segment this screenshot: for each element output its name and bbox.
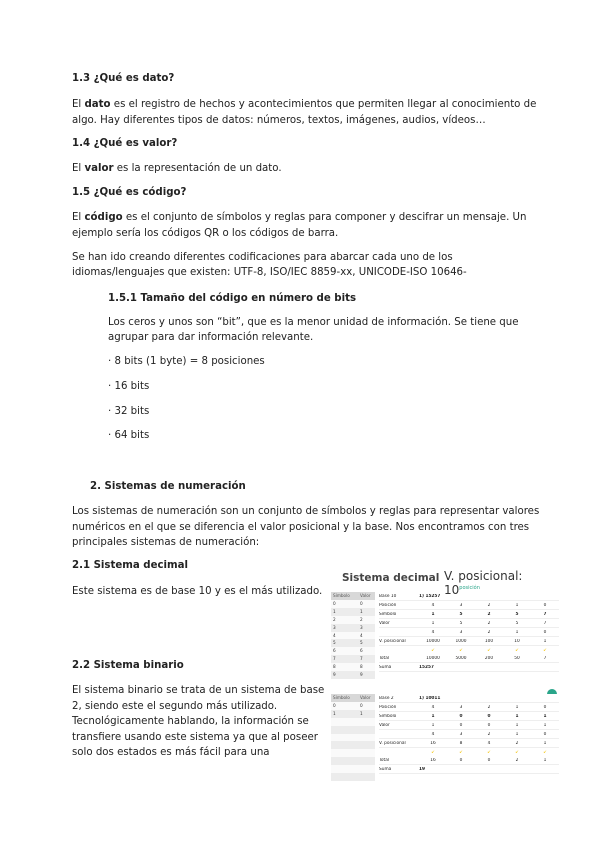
cell: 0: [459, 757, 463, 763]
paragraph-sistemas-line1: Los sistemas de numeración son un conjunto de símbolos y reglas para representar valores: [72, 506, 540, 517]
cell: 16: [430, 740, 436, 746]
term-dato: dato: [84, 99, 111, 110]
col-header: Valor: [360, 695, 371, 700]
cell: 0: [360, 600, 363, 606]
figure-superscript: posición: [459, 585, 480, 591]
paragraph-sistemas-line3: principales sistemas de numeración:: [72, 537, 260, 548]
cell: 4: [333, 632, 336, 638]
empty-row: [331, 765, 375, 773]
cell: 3: [459, 731, 463, 737]
heading-2: 2. Sistemas de numeración: [90, 481, 246, 492]
row-label: Posición: [379, 704, 397, 710]
cell: 3: [459, 602, 463, 608]
cell: 0: [543, 704, 547, 710]
cell: 7: [543, 655, 547, 661]
cell: 0: [543, 602, 547, 608]
row-label: Total: [379, 655, 390, 661]
cell: 4: [487, 740, 491, 746]
cell: 0: [543, 629, 547, 635]
cell: 1: [515, 713, 519, 719]
grid-number: 1) 10011: [419, 695, 441, 701]
tick-row: ↙ ↙ ↙ ↙ ↙: [431, 647, 547, 653]
cell: 3: [360, 624, 363, 630]
figure-title: Sistema decimal: [342, 572, 440, 584]
cell: 10000: [426, 655, 440, 661]
paragraph-codigo-line1: El código es el conjunto de símbolos y reglas para componer y descifrar un mensaje. Un: [72, 212, 527, 223]
cell: 0: [487, 757, 491, 763]
cell: 2: [515, 757, 519, 763]
cell: 1: [543, 713, 547, 719]
cell: 9: [360, 672, 363, 678]
paragraph-sistemas-line2: numéricos en el que se diferencia el valor posicional y la base. Nos encontramos con tres: [72, 522, 530, 533]
cell: 1: [431, 722, 435, 728]
row-label: Valor: [379, 620, 390, 626]
binary-symbol-table: [331, 694, 375, 781]
cell: 1: [431, 620, 435, 626]
row-label: Valor: [379, 722, 390, 728]
cell: 5: [333, 640, 336, 646]
cell: 4: [431, 602, 435, 608]
cell: 2: [515, 740, 519, 746]
cell: 1: [543, 740, 547, 746]
figure-subtitle: V. posicional: $10^{posición}$: [444, 569, 523, 597]
cell: 7: [543, 620, 547, 626]
paragraph-binario-line: Tecnológicamente hablando, la información se: [72, 716, 309, 727]
cell: 1: [431, 611, 435, 617]
cell: 0: [333, 600, 336, 606]
cell: 5: [515, 611, 519, 617]
empty-row: [331, 734, 375, 742]
col-header: Símbolo: [333, 593, 350, 598]
row-label: Símbolo: [379, 713, 397, 719]
heading-1-3: 1.3 ¿Qué es dato?: [72, 73, 175, 84]
sum-value: 19: [419, 766, 425, 772]
cell: 7: [543, 611, 547, 617]
cell: 1000: [455, 638, 467, 644]
empty-row: [331, 726, 375, 734]
paragraph-binario-line: solo dos estados es más fácil para una: [72, 747, 270, 758]
empty-row: [331, 757, 375, 765]
cell: 200: [484, 655, 494, 661]
cell: 1: [515, 602, 519, 608]
cell: 6: [360, 648, 363, 654]
cell: 5: [459, 620, 463, 626]
col-header: Símbolo: [333, 695, 350, 700]
row-label: Suma: [379, 664, 392, 670]
decimal-symbol-table: [331, 592, 375, 679]
cell: 4: [360, 632, 363, 638]
paragraph-bits-line2: agrupar para dar información relevante.: [108, 332, 314, 343]
cell: 1: [431, 713, 435, 719]
cell: 6: [333, 648, 336, 654]
cell: 0: [459, 713, 463, 719]
row-label: V. posicional: [379, 740, 406, 746]
cell: 5: [459, 611, 463, 617]
term-codigo: código: [84, 212, 123, 223]
cell: 1: [543, 722, 547, 728]
cell: 1: [360, 608, 363, 614]
cell: 4: [431, 731, 435, 737]
paragraph-decimal: Este sistema es de base 10 y es el más utilizado.: [72, 586, 323, 597]
empty-row: [331, 741, 375, 749]
cell: 2: [487, 629, 491, 635]
cell: 100: [484, 638, 494, 644]
cell: 50: [514, 655, 520, 661]
cell: 2: [487, 731, 491, 737]
empty-row: [331, 749, 375, 757]
cell: 16: [430, 757, 436, 763]
heading-2-2: 2.2 Sistema binario: [72, 660, 184, 671]
cell: 2: [487, 704, 491, 710]
cell: 0: [360, 702, 363, 708]
paragraph-binario-line: transfiere usando este sistema ya que al poseer: [72, 732, 318, 743]
paragraph-codificaciones-line1: Se han ido creando diferentes codificaciones para abarcar cada uno de los: [72, 252, 453, 263]
row-label: Total: [379, 757, 390, 763]
cell: 1: [515, 731, 519, 737]
paragraph-valor: El valor es la representación de un dato.: [72, 163, 282, 174]
row-label: Suma: [379, 766, 392, 772]
heading-1-5-1: 1.5.1 Tamaño del código en número de bits: [108, 293, 357, 304]
cell: 0: [543, 731, 547, 737]
row-label: V. posicional: [379, 638, 406, 644]
cell: 1: [515, 722, 519, 728]
cell: 5000: [455, 655, 467, 661]
cell: 9: [333, 672, 336, 678]
paragraph-codificaciones-line2: idiomas/lenguajes que existen: UTF-8, ISO/IEC 8859-xx, UNICODE-ISO 10646-: [72, 267, 467, 278]
cell: 2: [487, 602, 491, 608]
cell: 3: [459, 704, 463, 710]
term-valor: valor: [84, 163, 114, 174]
paragraph-dato-line2: algo. Hay diferentes tipos de datos: números, textos, imágenes, audios, vídeos…: [72, 115, 486, 126]
cell: 2: [360, 616, 363, 622]
cell: 10000: [426, 638, 440, 644]
cell: 5: [515, 620, 519, 626]
cell: 10: [514, 638, 520, 644]
cell: 1: [333, 710, 336, 716]
grid-label: Base 10: [379, 593, 397, 599]
cell: 5: [360, 640, 363, 646]
paragraph-dato-line1: El dato es el registro de hechos y acontecimientos que permiten llegar al conocimiento de: [72, 99, 537, 110]
cell: 8: [360, 664, 363, 670]
bullet-item: · 16 bits: [108, 381, 150, 392]
sum-value: 15257: [419, 664, 434, 670]
heading-1-5: 1.5 ¿Qué es código?: [72, 187, 187, 198]
cell: 4: [431, 704, 435, 710]
cell: 1: [515, 629, 519, 635]
grid-number: 1) 15257: [419, 593, 441, 599]
cell: 8: [333, 664, 336, 670]
cell: 3: [459, 629, 463, 635]
decimal-position-grid: [379, 592, 559, 672]
cell: 0: [487, 722, 491, 728]
numbering-systems-figure: [331, 566, 560, 794]
paragraph-bits-line1: Los ceros y unos son “bit”, que es la menor unidad de información. Se tiene que: [108, 317, 519, 328]
paragraph-binario-line: 2, siendo este el segundo más utilizado.: [72, 701, 278, 712]
empty-row: [331, 718, 375, 726]
cell: 2: [487, 611, 491, 617]
cell: 1: [543, 757, 547, 763]
binary-position-grid: [379, 694, 559, 774]
cell: 4: [431, 629, 435, 635]
grid-label: Base 2: [379, 695, 394, 701]
bullet-item: · 64 bits: [108, 430, 150, 441]
bullet-item: · 32 bits: [108, 406, 150, 417]
cell: 3: [333, 624, 336, 630]
cell: 1: [543, 638, 547, 644]
cell: 1: [333, 608, 336, 614]
cell: 1: [360, 710, 363, 716]
row-label: Símbolo: [379, 611, 397, 617]
cell: 0: [459, 722, 463, 728]
cell: 0: [487, 713, 491, 719]
row-label: Posición: [379, 602, 397, 608]
empty-row: [331, 773, 375, 781]
heading-1-4: 1.4 ¿Qué es valor?: [72, 138, 178, 149]
paragraph-binario-line: El sistema binario se trata de un sistema de base: [72, 685, 325, 696]
cell: 2: [333, 616, 336, 622]
col-header: Valor: [360, 593, 371, 598]
cell: 7: [360, 656, 363, 662]
cell: 1: [515, 704, 519, 710]
cell: 8: [459, 740, 463, 746]
cell: 2: [487, 620, 491, 626]
bullet-item: · 8 bits (1 byte) = 8 posiciones: [108, 356, 265, 367]
cell: 0: [333, 702, 336, 708]
paragraph-codigo-line2: ejemplo sería los códigos QR o los códigos de barra.: [72, 228, 339, 239]
cell: 7: [333, 656, 336, 662]
heading-2-1: 2.1 Sistema decimal: [72, 560, 189, 571]
tick-row: ↙ ↙ ↙ ↙ ↙: [431, 749, 547, 755]
